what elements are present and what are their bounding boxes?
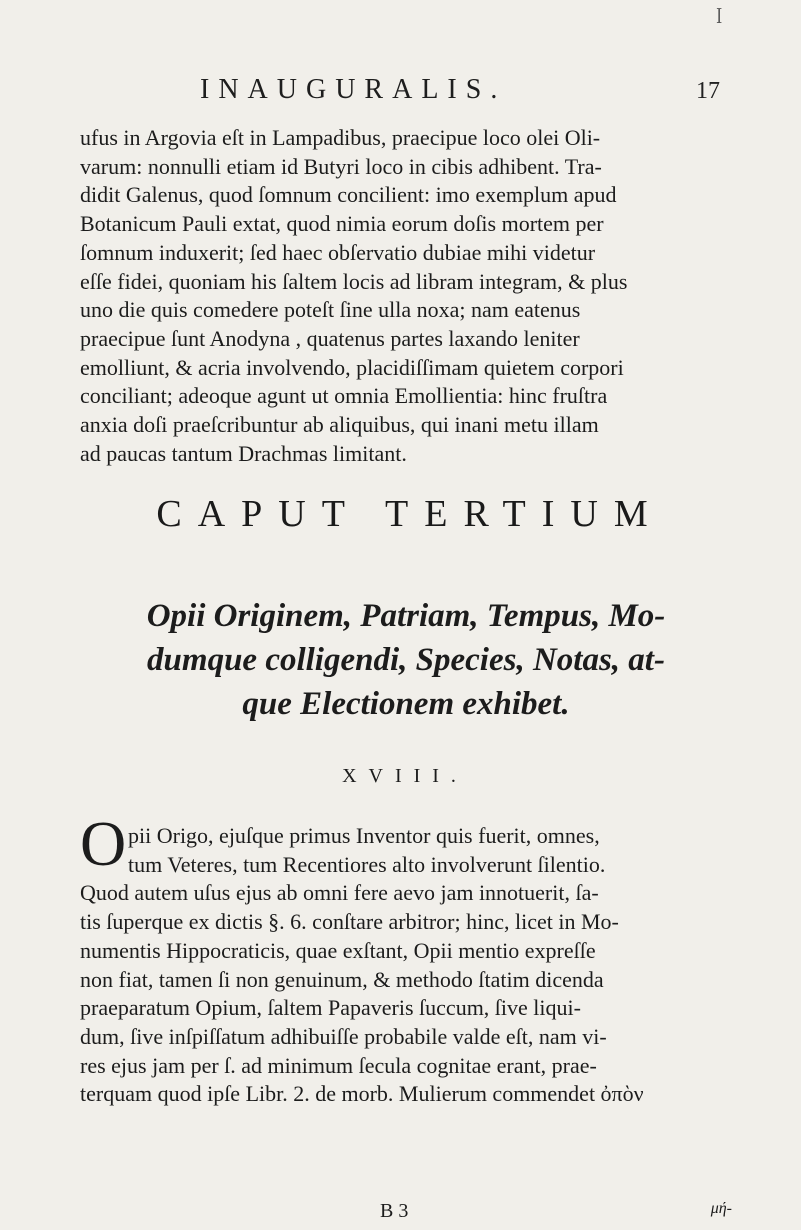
chapter-subtitle: [80, 594, 732, 726]
text-line: didit Galenus, quod ſomnum concilient: imo exemplum apud: [80, 182, 617, 208]
text-line: dum, ſive inſpiſſatum adhibuiſſe probabile valde eſt, nam vi-: [80, 1023, 607, 1049]
catchword: μή-: [710, 1200, 732, 1217]
subtitle-line: [80, 594, 732, 638]
page-footer: [80, 1200, 732, 1224]
paragraph-section: [80, 822, 732, 1109]
text-line: anxia doſi praeſcribuntur ab aliquibus, qui inani metu illam: [80, 412, 599, 438]
drop-cap: O: [80, 808, 127, 879]
text-line: uno die quis comedere poteſt ſine ulla noxa; nam eatenus: [80, 297, 581, 323]
page-number: 17: [696, 78, 720, 104]
subtitle-line: [80, 682, 732, 726]
text-line: tis ſuperque ex dictis §. 6. conſtare arbitror; hinc, licet in Mo-: [80, 909, 619, 935]
text-line: eſſe fidei, quoniam his ſaltem locis ad libram integram, & plus: [80, 268, 628, 294]
text-line: conciliant; adeoque agunt ut omnia Emollientia: hinc fruſtra: [80, 383, 608, 409]
text-line: Botanicum Pauli extat, quod nimia eorum doſis mortem per: [80, 211, 604, 237]
text-line: ſomnum induxerit; ſed haec obſervatio dubiae mihi videtur: [80, 239, 596, 265]
text-line: numentis Hippocraticis, quae exſtant, Opii mentio expreſſe: [80, 937, 596, 963]
paragraph-opening: [80, 124, 732, 468]
running-head: [200, 74, 720, 114]
text-line: ufus in Argovia eſt in Lampadibus, praecipue loco olei Oli-: [80, 125, 601, 150]
subtitle-line: [80, 638, 732, 682]
text-line: Quod autem uſus ejus ab omni fere aevo jam innotuerit, ſa-: [80, 880, 599, 906]
signature-mark: B 3: [380, 1200, 409, 1222]
text-line: varum: nonnulli etiam id Butyri loco in cibis adhibent. Tra-: [80, 153, 602, 179]
subtitle-text: que Electionem exhibet.: [242, 686, 570, 722]
chapter-title: CAPUT TERTIUM: [156, 493, 664, 535]
text-line: praeparatum Opium, ſaltem Papaveris ſuccum, ſive liqui-: [80, 995, 581, 1021]
text-line: tum Veteres, tum Recentiores alto involverunt ſilentio.: [128, 851, 606, 877]
text-line: emolliunt, & acria involvendo, placidiſſimam quietem corpori: [80, 354, 624, 380]
text-line: ad paucas tantum Drachmas limitant.: [80, 440, 407, 466]
text-line: pii Origo, ejuſque primus Inventor quis fuerit, omnes,: [128, 823, 600, 848]
text-line: res ejus jam per ſ. ad minimum ſecula cognitae erant, prae-: [80, 1052, 597, 1078]
text-line: non fiat, tamen ſi non genuinum, & methodo ſtatim dicenda: [80, 966, 604, 992]
running-title: INAUGURALIS.: [200, 74, 507, 105]
page-mark: ꟾ: [716, 10, 723, 27]
subtitle-text: Opii Originem, Patriam, Tempus, Mo-: [146, 598, 666, 634]
subtitle-text: dumque colligendi, Species, Notas, at-: [147, 642, 665, 678]
text-line: praecipue ſunt Anodyna , quatenus partes laxando leniter: [80, 325, 580, 351]
text-line: terquam quod ipſe Libr. 2. de morb. Mulierum commendet ὀπὸν: [80, 1081, 644, 1107]
section-number: XVIII.: [342, 765, 468, 787]
